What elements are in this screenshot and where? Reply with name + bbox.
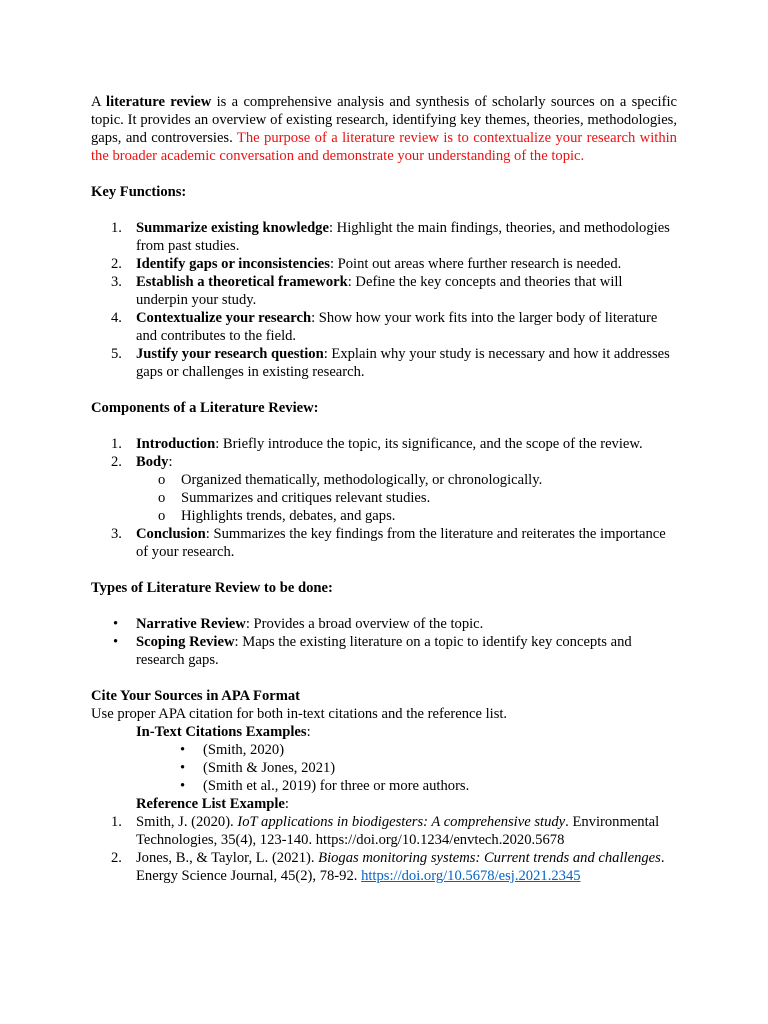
list-item-term: Conclusion — [136, 526, 206, 542]
list-item-term: Narrative Review — [136, 616, 246, 632]
list-number: 1. — [111, 220, 122, 236]
list-number: 1. — [111, 814, 122, 830]
key-functions-heading — [91, 183, 677, 201]
intext-list — [91, 741, 677, 795]
components-heading — [91, 399, 677, 417]
list-item — [91, 525, 677, 561]
list-number: 4. — [111, 310, 122, 326]
sub-bullet: o — [158, 490, 166, 506]
apa-intro: Use proper APA citation for both in-text citations and the reference list. — [91, 706, 508, 722]
intro-text: is a comprehensive analysis and synthesis of scholarly sources on a specific topic. It provides an overview of existing research, identifying key themes, theories, methodologies, gaps, and controversies. — [91, 94, 677, 146]
list-item-text: : — [168, 454, 173, 470]
intro-article: A — [91, 94, 101, 110]
intro-paragraph — [91, 93, 677, 165]
citation-example: (Smith et al., 2019) for three or more authors. — [203, 778, 470, 794]
list-item — [91, 759, 677, 777]
list-item-term: Justify your research question — [136, 346, 324, 362]
list-number: 5. — [111, 346, 122, 362]
intro-term: literature review — [106, 94, 212, 110]
sub-list-item — [91, 489, 677, 507]
bullet: • — [113, 616, 119, 632]
reference-authors: Smith, J. (2020). — [136, 814, 238, 830]
list-item — [91, 615, 677, 633]
sub-item-text: Highlights trends, debates, and gaps. — [181, 508, 396, 524]
list-item — [91, 633, 677, 669]
list-item-text: : Define the key concepts and theories that will underpin your study. — [136, 274, 623, 308]
document-body — [91, 93, 677, 885]
list-item-term: Summarize existing knowledge — [136, 220, 329, 236]
list-item — [91, 453, 677, 471]
reference-list — [91, 813, 677, 885]
reference-heading-text: Reference List Example — [136, 796, 285, 812]
types-list — [91, 615, 677, 669]
list-item-text: : Briefly introduce the topic, its significance, and the scope of the review. — [215, 436, 643, 452]
reference-title: IoT applications in biodigesters: A comprehensive study — [237, 814, 566, 830]
intext-heading — [91, 723, 677, 741]
list-item-term: Scoping Review — [136, 634, 235, 650]
list-item — [91, 777, 677, 795]
reference-colon: : — [284, 796, 289, 812]
key-functions-list — [91, 219, 677, 381]
list-number: 2. — [111, 256, 122, 272]
list-item-text: : Explain why your study is necessary and how it addresses gaps or challenges in existing research. — [136, 346, 670, 380]
citation-example: (Smith, 2020) — [203, 742, 285, 758]
list-item-term: Establish a theoretical framework — [136, 274, 348, 290]
list-number: 3. — [111, 526, 122, 542]
list-number: 2. — [111, 850, 122, 866]
list-item-term: Contextualize your research — [136, 310, 312, 326]
bullet: • — [180, 742, 186, 758]
list-item-text: : Show how your work fits into the larger body of literature and contributes to the field. — [136, 310, 658, 344]
reference-authors: Jones, B., & Taylor, L. (2021). — [136, 850, 319, 866]
sub-bullet: o — [158, 472, 166, 488]
list-number: 1. — [111, 436, 122, 452]
list-item-text: : Provides a broad overview of the topic. — [245, 616, 484, 632]
types-heading-text: Types of Literature Review to be done: — [91, 580, 333, 596]
sub-item-text: Summarizes and critiques relevant studies. — [181, 490, 431, 506]
bullet: • — [113, 634, 119, 650]
reference-details: . Environmental Technologies, 35(4), 123-140. https://doi.org/10.1234/envtech.2020.5678 — [136, 814, 660, 848]
list-item — [91, 309, 677, 345]
list-item — [91, 345, 677, 381]
list-item — [91, 273, 677, 309]
list-item — [91, 255, 677, 273]
reference-item — [91, 849, 677, 885]
list-number: 3. — [111, 274, 122, 290]
bullet: • — [180, 778, 186, 794]
list-item-term: Body — [136, 454, 169, 470]
sub-bullet: o — [158, 508, 166, 524]
reference-heading — [91, 795, 677, 813]
list-item-text: : Summarizes the key findings from the literature and reiterates the importance of your research. — [136, 526, 666, 560]
apa-heading — [91, 687, 677, 705]
list-item — [91, 219, 677, 255]
reference-title: Biogas monitoring systems: Current trends and challenges — [318, 850, 661, 866]
types-heading — [91, 579, 677, 597]
list-item-term: Identify gaps or inconsistencies — [136, 256, 330, 272]
list-item — [91, 435, 677, 453]
list-number: 2. — [111, 454, 122, 470]
components-heading-text: Components of a Literature Review: — [91, 400, 319, 416]
list-item-text: : Highlight the main findings, theories, and methodologies from past studies. — [136, 220, 670, 254]
sub-item-text: Organized thematically, methodologically, or chronologically. — [181, 472, 543, 488]
sub-list-item — [91, 507, 677, 525]
reference-item — [91, 813, 677, 849]
list-item-text: : Point out areas where further research is needed. — [329, 256, 622, 272]
intext-colon: : — [306, 724, 311, 740]
list-item — [91, 741, 677, 759]
apa-heading-text: Cite Your Sources in APA Format — [91, 688, 301, 704]
intext-heading-text: In-Text Citations Examples — [136, 724, 307, 740]
sub-list-item — [91, 471, 677, 489]
list-item-text: : Maps the existing literature on a topic to identify key concepts and research gaps. — [136, 634, 632, 668]
list-item-term: Introduction — [136, 436, 216, 452]
components-list — [91, 435, 677, 561]
intro-highlight: The purpose of a literature review is to contextualize your research within the broader academic conversation and demonstrate your understanding of the topic. — [91, 130, 677, 164]
key-functions-heading-text: Key Functions: — [91, 184, 187, 200]
citation-example: (Smith & Jones, 2021) — [203, 760, 336, 776]
reference-details: . Energy Science Journal, 45(2), 78-92. — [136, 850, 665, 884]
bullet: • — [180, 760, 186, 776]
doi-link[interactable]: https://doi.org/10.5678/esj.2021.2345 — [361, 868, 581, 884]
